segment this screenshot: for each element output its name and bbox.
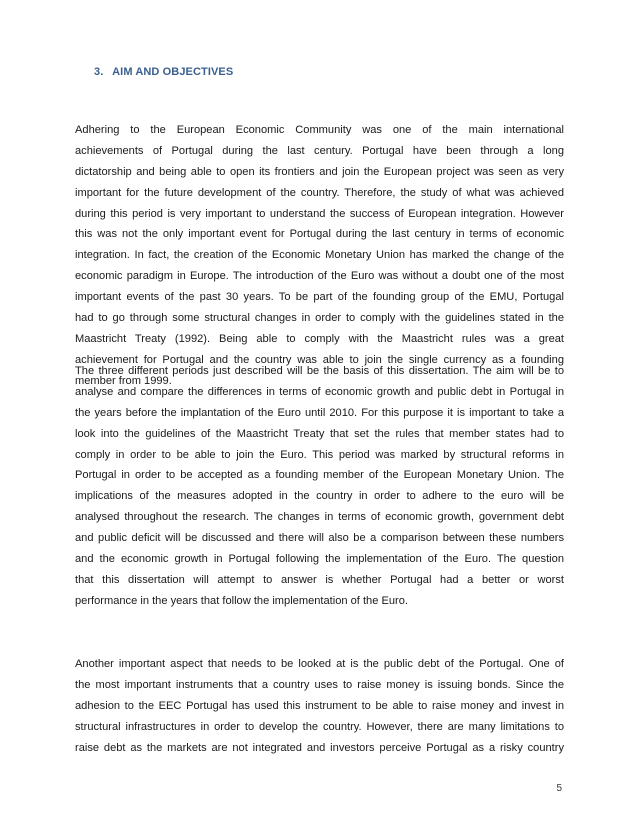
- paragraph-line: look into the guidelines of the Maastricht Treaty that set the rules that member states had to: [75, 427, 564, 440]
- paragraph-line: member from 1999.: [75, 374, 172, 387]
- paragraph-line: structural infrastructures in order to develop the country. However, there are many limitations to: [75, 720, 564, 733]
- paragraph-line: had to go through some structural changes in order to comply with the guidelines stated in the: [75, 312, 564, 325]
- paragraph-line: during this period is very important to understand the success of European integration. However: [75, 207, 564, 220]
- paragraph-1: [75, 120, 564, 392]
- paragraph-line: and the economic growth in Portugal following the implementation of the Euro. The question: [75, 553, 564, 566]
- paragraph-3: [75, 654, 564, 758]
- paragraph-2: [75, 361, 564, 612]
- paragraph-line: performance in the years that follow the implementation of the Euro.: [75, 594, 408, 607]
- paragraph-line: Maastricht Treaty (1992). Being able to comply with the Maastricht rules was a great: [75, 332, 564, 345]
- paragraph-line: Portugal in order to be accepted as a founding member of the European Monetary Union. The: [75, 469, 564, 482]
- paragraph-line: important events of the past 30 years. To be part of the founding group of the EMU, Portugal: [75, 291, 564, 304]
- section-heading: [94, 66, 233, 78]
- paragraph-line: Adhering to the European Economic Community was one of the main international: [75, 124, 564, 136]
- paragraph-line: analysed throughout the research. The changes in terms of economic growth, government debt: [75, 511, 564, 524]
- paragraph-line: the most important instruments that a country uses to raise money is issuing bonds. Since the: [75, 678, 564, 691]
- paragraph-line: comply in order to be able to join the Euro. This period was marked by structural reforms in: [75, 448, 564, 461]
- paragraph-line: that this dissertation will attempt to answer is whether Portugal had a better or worst: [75, 573, 564, 586]
- paragraph-line: implications of the measures adopted in the country in order to adhere to the euro will be: [75, 490, 564, 503]
- paragraph-line: dictatorship and being able to open its frontiers and join the European project was seen as very: [75, 165, 564, 178]
- paragraph-line: raise debt as the markets are not integrated and investors perceive Portugal as a risky country: [75, 741, 564, 754]
- page-number: 5: [556, 783, 562, 794]
- paragraph-line: this was not the only important event for Portugal during the last century in terms of economic: [75, 228, 564, 241]
- paragraph-line: Another important aspect that needs to be looked at is the public debt of the Portugal. One of: [75, 658, 564, 670]
- paragraph-line: and public deficit will be discussed and there will also be a comparison between these numbers: [75, 532, 564, 545]
- paragraph-line: adhesion to the EEC Portugal has used this instrument to be able to raise money and invest in: [75, 699, 564, 712]
- paragraph-line: achievement for Portugal and the country was able to join the single currency as a founding: [75, 353, 564, 366]
- paragraph-line: important for the future development of the country. Therefore, the study of what was achieved: [75, 186, 564, 199]
- paragraph-line: The three different periods just described will be the basis of this dissertation. The aim will be to: [75, 365, 564, 377]
- paragraph-line: integration. In fact, the creation of the Economic Monetary Union has marked the change of the: [75, 249, 564, 262]
- paragraph-line: achievements of Portugal during the last century. Portugal have been through a long: [75, 144, 564, 157]
- paragraph-line: economic paradigm in Europe. The introduction of the Euro was without a doubt one of the most: [75, 270, 564, 283]
- paragraph-line: the years before the implantation of the Euro until 2010. For this purpose it is important to take a: [75, 406, 564, 419]
- section-title: AIM AND OBJECTIVES: [112, 66, 234, 78]
- paragraph-line: analyse and compare the differences in terms of economic growth and public debt in Portugal in: [75, 385, 564, 398]
- section-number: 3.: [94, 66, 104, 78]
